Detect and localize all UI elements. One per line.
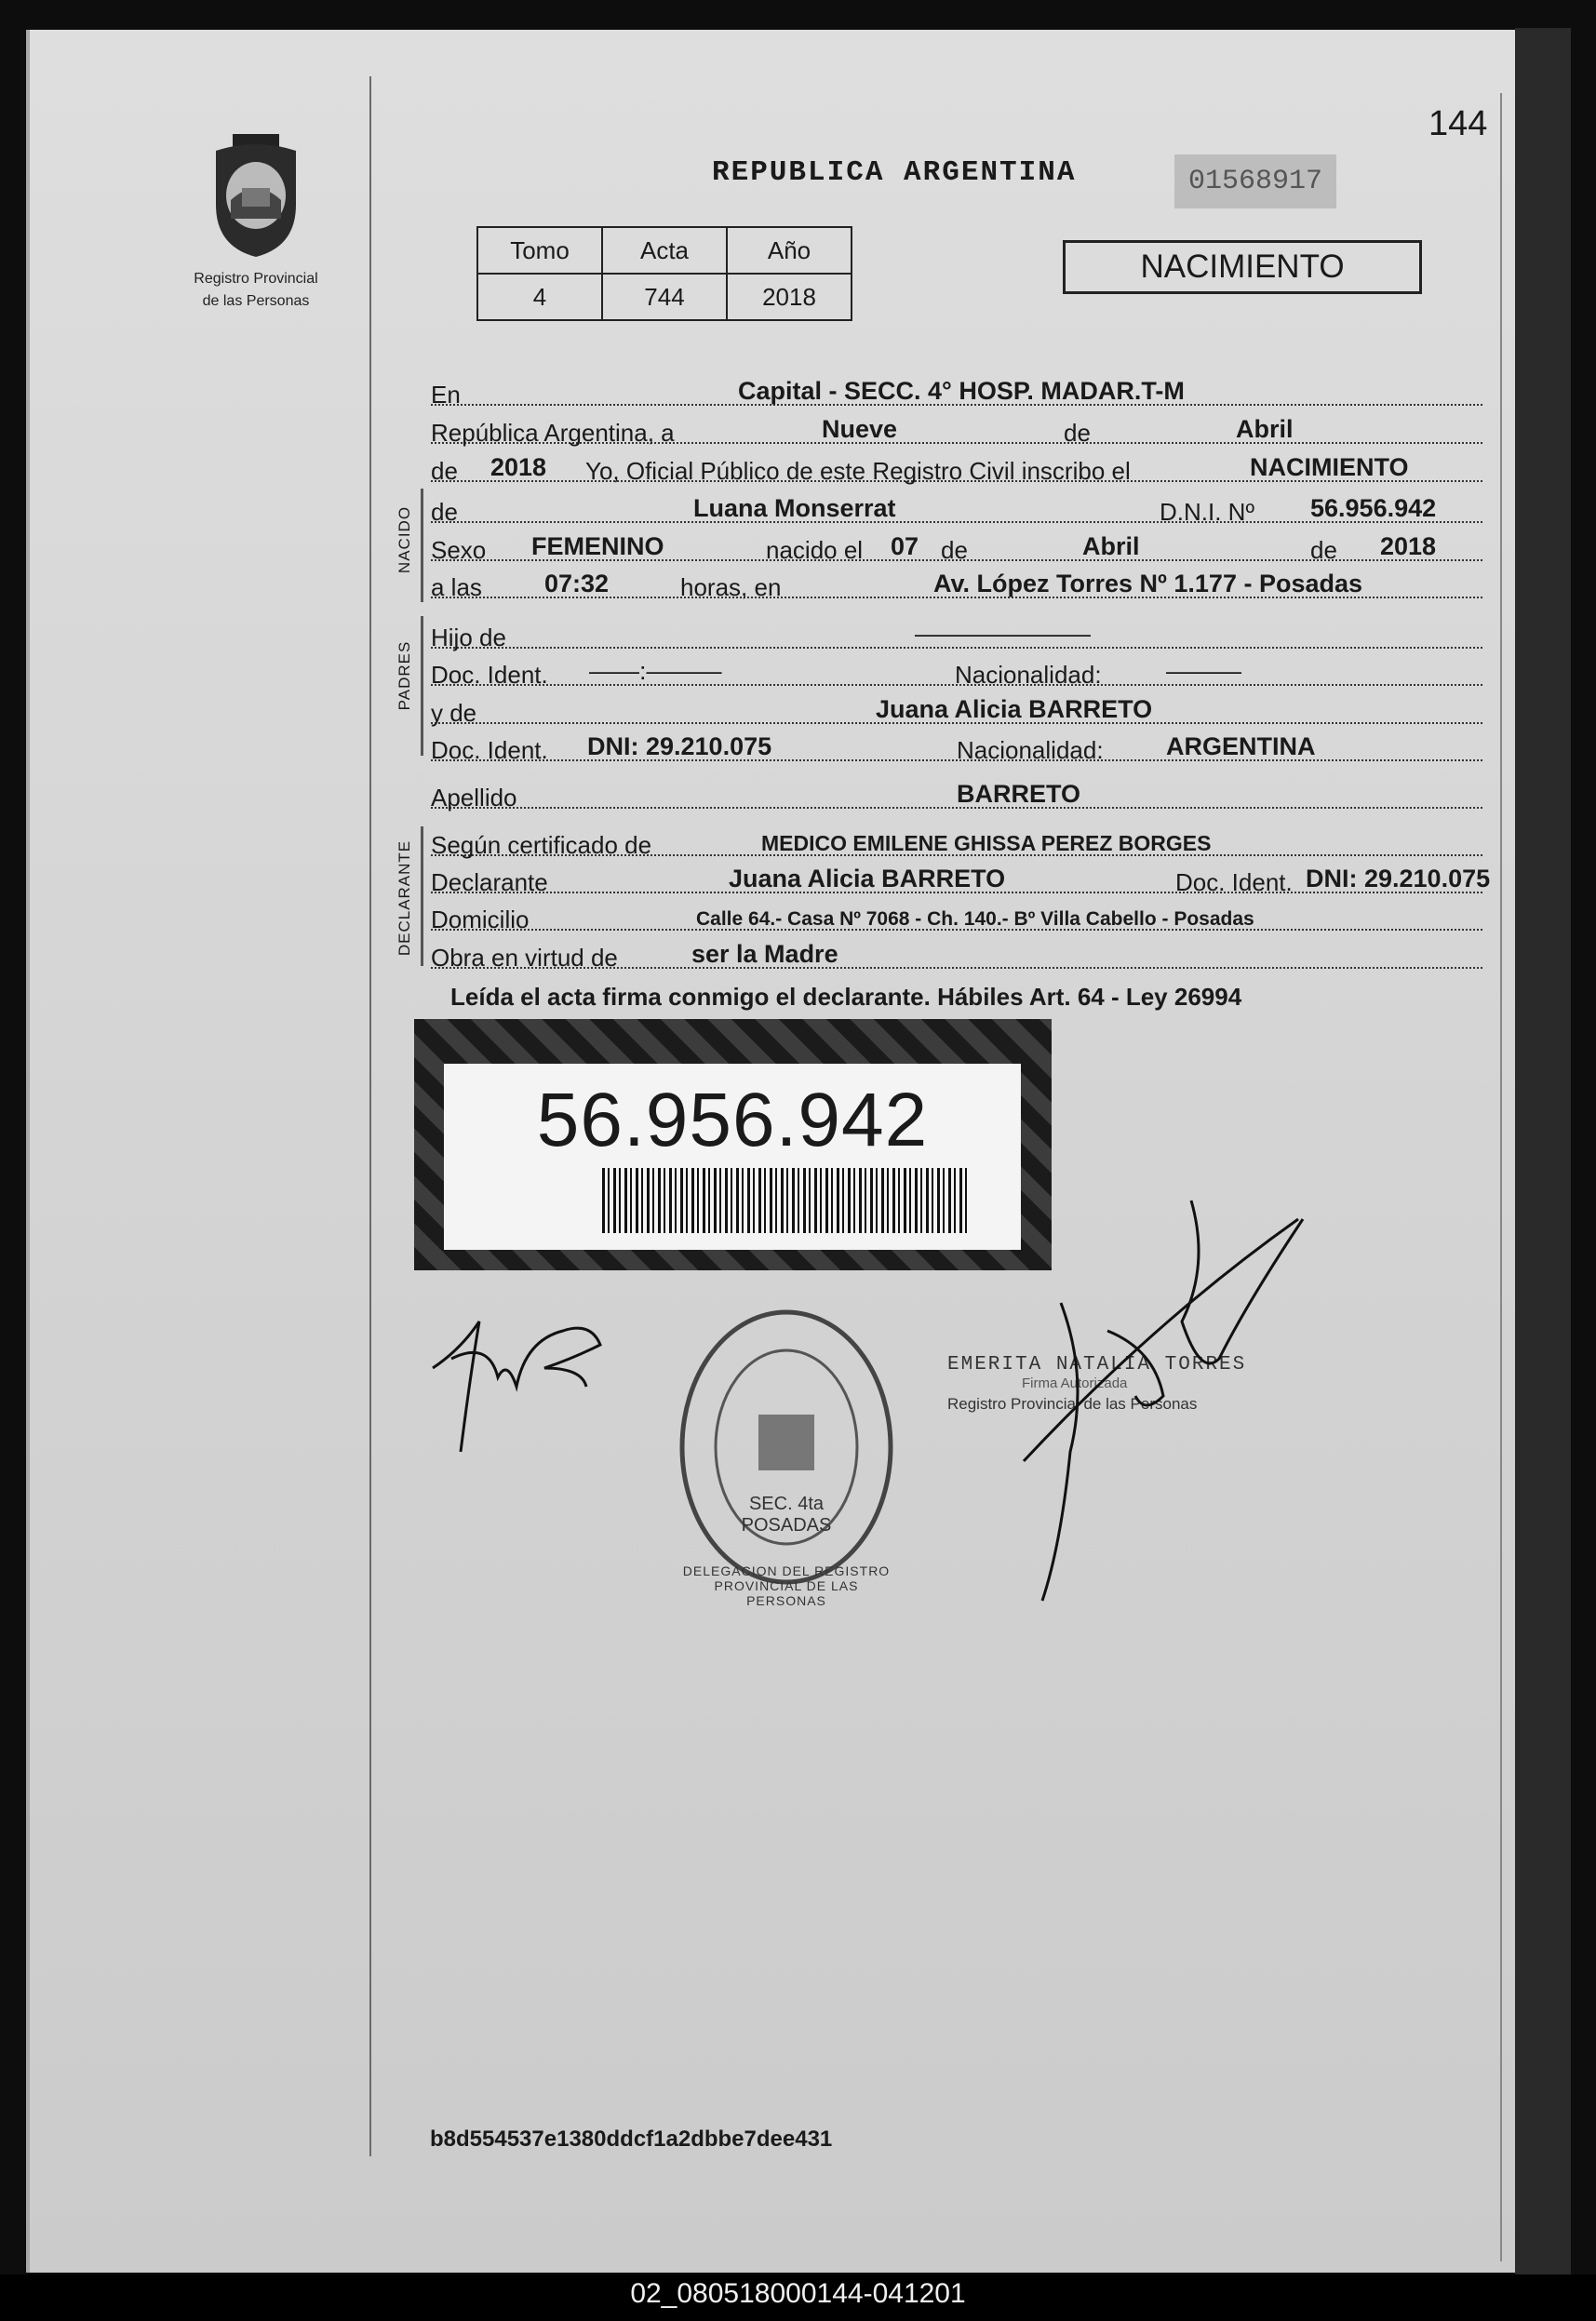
value-acto: NACIMIENTO	[1250, 453, 1409, 481]
official-role: Firma Autorizada	[1022, 1375, 1128, 1391]
stamp-icon	[675, 1303, 898, 1591]
page-edge	[1515, 28, 1571, 2275]
value-nac-anio: 2018	[1380, 532, 1437, 560]
label-doc-ident-3: Doc. Ident.	[1175, 868, 1293, 896]
value-domicilio: Calle 64.- Casa Nº 7068 - Ch. 140.- Bº Villa Cabello - Posadas	[696, 908, 1254, 930]
footer-code: 02_080518000144-041201	[630, 2278, 966, 2309]
label-horas-en: horas, en	[680, 573, 782, 601]
document-title: REPUBLICA ARGENTINA	[712, 156, 1077, 189]
sticker-dni-number: 56.956.942	[536, 1078, 929, 1162]
row-hora	[431, 561, 1482, 601]
value-nombre: Luana Monserrat	[693, 494, 896, 522]
registry-logo	[186, 130, 326, 310]
value-apellido: BARRETO	[957, 780, 1081, 808]
delegation-stamp	[675, 1303, 898, 1608]
row-certificado	[431, 819, 1482, 859]
label-de-5: de	[1310, 536, 1337, 564]
value-dni: 56.956.942	[1310, 494, 1437, 522]
row-doc-padre	[431, 649, 1482, 689]
reading-statement: Leída el acta firma conmigo el declarante. Hábiles Art. 64 - Ley 26994	[450, 983, 1242, 1011]
tomo-header: Tomo	[477, 227, 602, 274]
value-nac-mes: Abril	[1082, 532, 1140, 560]
value-hora: 07:32	[544, 570, 610, 597]
dni-sticker	[414, 1019, 1052, 1270]
anio-value: 2018	[727, 274, 852, 320]
label-republica: República Argentina, a	[431, 419, 675, 447]
side-label-padres: PADRES	[396, 640, 413, 711]
label-declarante: Declarante	[431, 868, 548, 896]
label-obra: Obra en virtud de	[431, 944, 618, 972]
value-declarante: Juana Alicia BARRETO	[729, 865, 1006, 892]
row-hijo-de	[431, 611, 1482, 649]
label-nacido-el: nacido el	[766, 536, 864, 564]
official-signature	[968, 1191, 1321, 1610]
label-sexo: Sexo	[431, 536, 487, 564]
value-nac-dia: 07	[891, 532, 919, 560]
value-certificado: MEDICO EMILENE GHISSA PEREZ BORGES	[761, 831, 1212, 855]
value-madre: Juana Alicia BARRETO	[876, 695, 1153, 723]
value-hijo-de: ———————	[915, 620, 1091, 648]
acta-header: Acta	[602, 227, 727, 274]
label-domicilio: Domicilio	[431, 906, 530, 933]
row-nombre	[431, 486, 1482, 526]
value-doc-madre: DNI: 29.210.075	[587, 732, 772, 760]
value-dia: Nueve	[822, 415, 898, 443]
declarant-signature	[423, 1303, 610, 1461]
label-nacionalidad-2: Nacionalidad:	[957, 736, 1104, 764]
side-label-declarante: DECLARANTE	[396, 839, 413, 957]
tomo-value: 4	[477, 274, 602, 320]
official-office: Registro Provincial de las Personas	[947, 1395, 1198, 1413]
label-apellido: Apellido	[431, 784, 517, 812]
row-declarante	[431, 856, 1491, 896]
value-nac-padre: ———	[1166, 657, 1241, 685]
value-anio: 2018	[490, 453, 547, 481]
value-mes: Abril	[1236, 415, 1294, 443]
document-hash: b8d554537e1380ddcf1a2dbbe7dee431	[430, 2126, 833, 2152]
register-table	[476, 226, 852, 321]
row-domicilio	[431, 893, 1482, 931]
value-nac-madre: ARGENTINA	[1166, 732, 1316, 760]
label-segun: Según certificado de	[431, 831, 652, 859]
barcode	[602, 1168, 970, 1233]
right-border	[1500, 93, 1502, 2261]
acta-value: 744	[602, 274, 727, 320]
row-acto	[431, 445, 1482, 485]
stamp-center-text: SEC. 4ta POSADAS	[741, 1494, 832, 1536]
label-de-3: de	[431, 498, 458, 526]
section-bar-declarante	[421, 826, 423, 966]
row-fecha	[431, 407, 1482, 447]
label-dni: D.N.I. Nº	[1160, 498, 1254, 526]
stamp-round-text: DELEGACION DEL REGISTRO PROVINCIAL DE LAS PERSONAS	[682, 1563, 891, 1608]
label-doc-ident: Doc. Ident.	[431, 661, 548, 689]
label-a-las: a las	[431, 573, 482, 601]
value-lugar: Capital - SECC. 4° HOSP. MADAR.T-M	[738, 377, 1185, 405]
label-de-2: de	[431, 457, 458, 485]
margin-line	[369, 76, 371, 2156]
label-de-4: de	[941, 536, 968, 564]
label-de: de	[1064, 419, 1091, 447]
row-doc-madre	[431, 724, 1482, 764]
value-doc-padre: ——:———	[589, 657, 722, 685]
row-madre	[431, 687, 1482, 727]
serial-number: 01568917	[1174, 154, 1336, 208]
label-oficial: Yo, Oficial Público de este Registro Civil inscribo el	[585, 457, 1131, 485]
logo-caption-2: de las Personas	[202, 293, 310, 309]
side-label-nacido: NACIDO	[396, 505, 413, 574]
value-obra: ser la Madre	[691, 940, 838, 968]
row-obra	[431, 932, 1482, 972]
official-name: EMERITA NATALIA TORRES	[947, 1354, 1247, 1375]
page-number: 144	[1428, 104, 1488, 143]
row-lugar	[431, 369, 1482, 409]
label-doc-ident-2: Doc. Ident.	[431, 736, 548, 764]
province-seal-icon	[205, 130, 307, 261]
value-direccion-nac: Av. López Torres Nº 1.177 - Posadas	[933, 570, 1363, 597]
label-hijo-de: Hijo de	[431, 624, 506, 651]
value-doc-declarante: DNI: 29.210.075	[1306, 865, 1491, 892]
label-en: En	[431, 381, 461, 409]
anio-header: Año	[727, 227, 852, 274]
logo-caption-1: Registro Provincial	[194, 271, 318, 287]
record-type: NACIMIENTO	[1063, 240, 1422, 294]
label-y-de: y de	[431, 699, 477, 727]
row-apellido	[431, 771, 1482, 812]
section-bar-padres	[421, 616, 423, 756]
row-sexo	[431, 524, 1482, 564]
label-nacionalidad: Nacionalidad:	[955, 661, 1102, 689]
value-sexo: FEMENINO	[531, 532, 664, 560]
section-bar-nacido	[421, 489, 423, 602]
